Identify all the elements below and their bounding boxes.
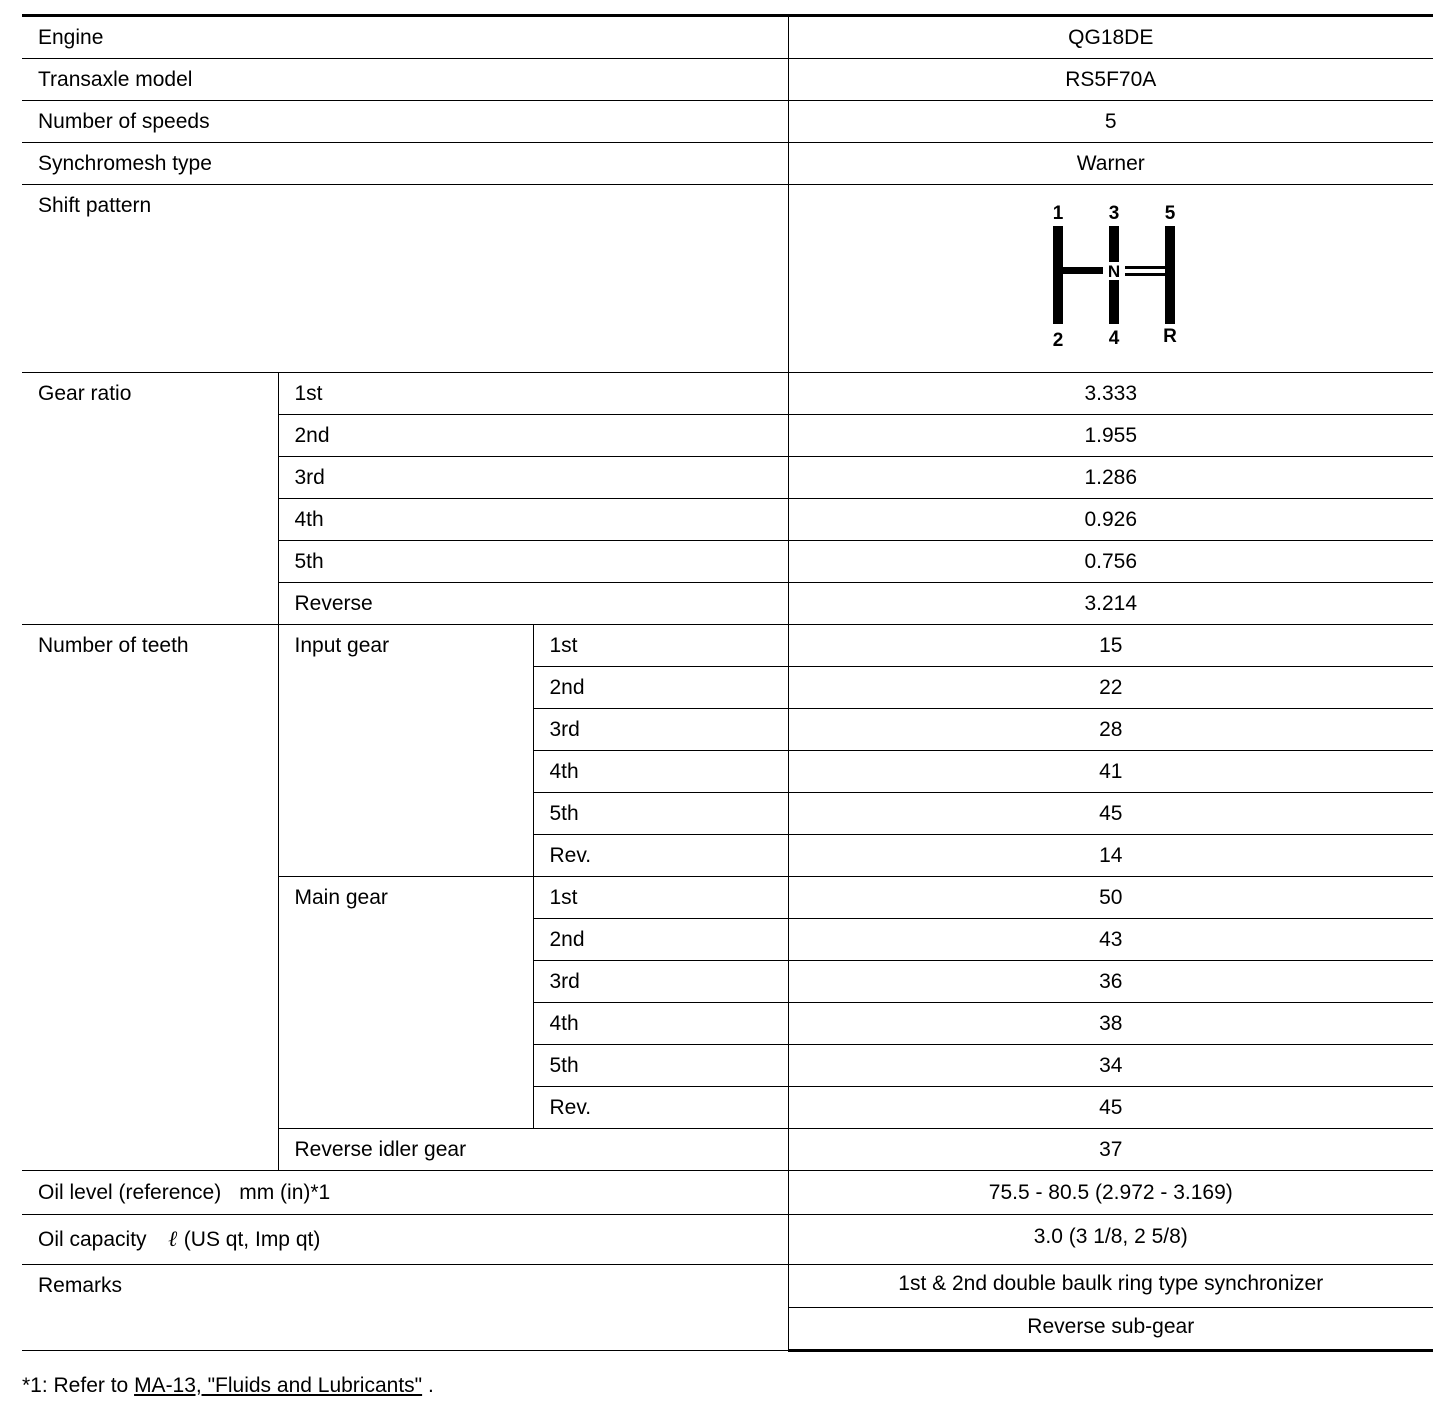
teeth-gear: Rev. xyxy=(533,835,788,877)
gear-ratio-value: 1.955 xyxy=(788,415,1433,457)
speeds-value: 5 xyxy=(788,101,1433,143)
teeth-value: 50 xyxy=(788,877,1433,919)
speeds-label: Number of speeds xyxy=(22,101,788,143)
synchro-label: Synchromesh type xyxy=(22,143,788,185)
shift-label-3: 3 xyxy=(1108,203,1120,224)
input-gear-label: Input gear xyxy=(278,625,533,877)
oil-capacity-label-cell xyxy=(22,1215,788,1265)
oil-capacity-row xyxy=(22,1215,1433,1265)
remarks-value: Reverse sub-gear xyxy=(788,1308,1433,1351)
teeth-value: 43 xyxy=(788,919,1433,961)
teeth-gear: 3rd xyxy=(533,709,788,751)
teeth-value: 41 xyxy=(788,751,1433,793)
teeth-gear: 5th xyxy=(533,793,788,835)
gear-ratio-gear: 4th xyxy=(278,499,788,541)
shift-pattern-diagram xyxy=(1031,202,1191,352)
shift-label-2: 2 xyxy=(1052,330,1064,351)
teeth-value: 38 xyxy=(788,1003,1433,1045)
shift-gate-left xyxy=(1053,226,1063,324)
shift-label: Shift pattern xyxy=(22,185,788,373)
remarks-label: Remarks xyxy=(22,1265,788,1351)
gear-ratio-value: 3.214 xyxy=(788,583,1433,625)
gear-ratio-value: 0.756 xyxy=(788,541,1433,583)
teeth-gear: 2nd xyxy=(533,667,788,709)
teeth-value: 22 xyxy=(788,667,1433,709)
gear-ratio-value: 3.333 xyxy=(788,373,1433,415)
main-gear-label: Main gear xyxy=(278,877,533,1129)
engine-value: QG18DE xyxy=(788,16,1433,59)
teeth-gear: 1st xyxy=(533,625,788,667)
gear-ratio-label: Gear ratio xyxy=(22,373,278,625)
transaxle-row xyxy=(22,59,1433,101)
oil-level-row xyxy=(22,1171,1433,1215)
synchro-value: Warner xyxy=(788,143,1433,185)
teeth-value: 45 xyxy=(788,1087,1433,1129)
shift-label-4: 4 xyxy=(1108,328,1120,349)
gear-ratio-row xyxy=(22,373,1433,415)
teeth-value: 28 xyxy=(788,709,1433,751)
oil-capacity-value: 3.0 (3 1/8, 2 5/8) xyxy=(788,1215,1433,1265)
teeth-value: 15 xyxy=(788,625,1433,667)
idler-value: 37 xyxy=(788,1129,1433,1171)
speeds-row xyxy=(22,101,1433,143)
oil-level-label: Oil level (reference) xyxy=(38,1181,222,1204)
shift-gate-right xyxy=(1165,226,1175,324)
footnote-prefix: *1: Refer to xyxy=(22,1374,135,1397)
gear-ratio-gear: Reverse xyxy=(278,583,788,625)
liter-symbol: ℓ xyxy=(168,1226,178,1252)
idler-label: Reverse idler gear xyxy=(278,1129,788,1171)
teeth-gear: 1st xyxy=(533,877,788,919)
teeth-value: 14 xyxy=(788,835,1433,877)
shift-row xyxy=(22,185,1433,373)
shift-crossbar-left xyxy=(1063,267,1103,274)
transaxle-label: Transaxle model xyxy=(22,59,788,101)
teeth-value: 34 xyxy=(788,1045,1433,1087)
teeth-value: 45 xyxy=(788,793,1433,835)
shift-label-5: 5 xyxy=(1164,203,1176,224)
teeth-label: Number of teeth xyxy=(22,625,278,1171)
shift-neutral-label: N xyxy=(1107,262,1120,281)
teeth-value: 36 xyxy=(788,961,1433,1003)
oil-capacity-label: Oil capacity xyxy=(38,1228,147,1251)
footnote xyxy=(22,1374,434,1398)
teeth-gear: 5th xyxy=(533,1045,788,1087)
shift-crossbar-right-bottom xyxy=(1125,273,1165,276)
gear-ratio-gear: 5th xyxy=(278,541,788,583)
transaxle-value: RS5F70A xyxy=(788,59,1433,101)
remarks-row xyxy=(22,1265,1433,1308)
gear-ratio-value: 0.926 xyxy=(788,499,1433,541)
oil-level-unit: mm (in)*1 xyxy=(239,1181,331,1204)
shift-label-r: R xyxy=(1162,326,1177,347)
shift-label-1: 1 xyxy=(1052,203,1064,224)
gear-ratio-gear: 3rd xyxy=(278,457,788,499)
footnote-suffix: . xyxy=(422,1374,434,1397)
synchro-row xyxy=(22,143,1433,185)
gear-ratio-gear: 2nd xyxy=(278,415,788,457)
shift-pattern-cell xyxy=(788,185,1433,373)
engine-label: Engine xyxy=(22,16,788,59)
oil-capacity-unit: (US qt, Imp qt) xyxy=(183,1228,321,1251)
remarks-value: 1st & 2nd double baulk ring type synchronizer xyxy=(788,1265,1433,1308)
teeth-gear: 4th xyxy=(533,751,788,793)
teeth-gear: Rev. xyxy=(533,1087,788,1129)
teeth-row xyxy=(22,625,1433,667)
gear-ratio-value: 1.286 xyxy=(788,457,1433,499)
shift-crossbar-right-top xyxy=(1125,266,1165,269)
oil-level-value: 75.5 - 80.5 (2.972 - 3.169) xyxy=(788,1171,1433,1215)
oil-level-label-cell xyxy=(22,1171,788,1215)
footnote-link[interactable]: MA-13, "Fluids and Lubricants" xyxy=(134,1374,423,1397)
engine-row xyxy=(22,16,1433,59)
specification-table xyxy=(22,14,1433,1352)
teeth-gear: 2nd xyxy=(533,919,788,961)
gear-ratio-gear: 1st xyxy=(278,373,788,415)
teeth-gear: 3rd xyxy=(533,961,788,1003)
teeth-gear: 4th xyxy=(533,1003,788,1045)
